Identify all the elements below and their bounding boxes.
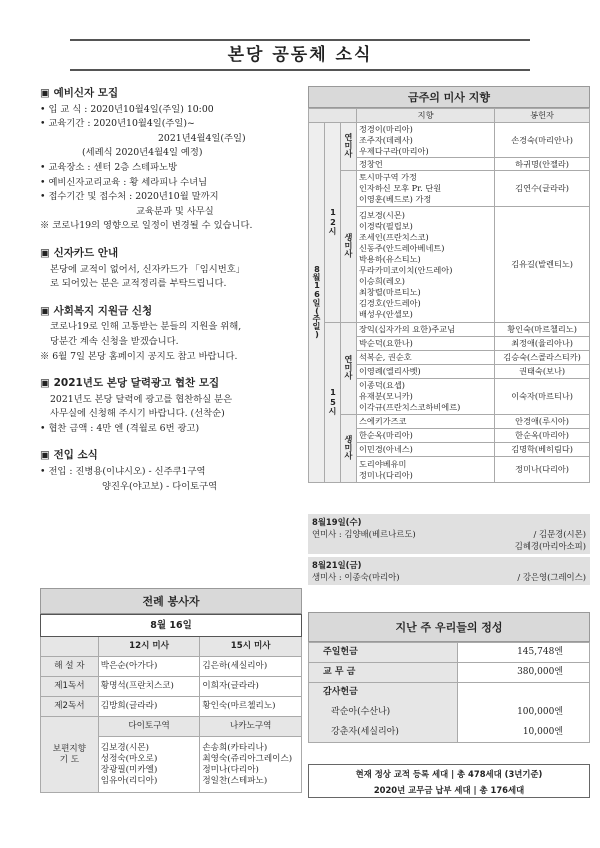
liturgy-servers-title: 전례 봉사자 (40, 588, 302, 614)
offering-amount: 10,000엔 (458, 723, 590, 743)
text-line: 코로나19로 인해 고통받는 분들의 지원을 위해, (50, 321, 242, 333)
section-member-card (40, 246, 302, 292)
intention-cell: 스에키가즈코 (357, 415, 495, 429)
offerer-cell: 손경숙(마리안나) (495, 123, 590, 158)
intention-cell: 한순옥(마리아) (357, 429, 495, 443)
text-line: • 접수기간 및 접수처 : 2020년10월 말까지 (40, 191, 219, 203)
text-line: • 예비신자교리교육 : 황 세라피나 수녀님 (40, 176, 208, 188)
server-name: 이희자(글라라) (200, 677, 302, 697)
offering-amount: 100,000엔 (458, 703, 590, 723)
intention-cell: 이종덕(요셉) 유재분(모니카) 이각규(프란치스코하비에르) (357, 379, 495, 415)
text-line: ※ 6월 7일 본당 홈페이지 공지도 참고 바랍니다. (40, 350, 238, 362)
text-line: • 협찬 금액 : 4만 엔 (격월로 6번 광고) (40, 422, 200, 434)
living-mass-label: 생미사 (341, 415, 357, 483)
column-header: 15시 미사 (200, 637, 302, 657)
weekday-offerer: / 김문경(시몬) (533, 529, 586, 539)
page-title: 본당 공동체 소식 (70, 39, 530, 71)
offerer-cell: 한순옥(마리아) (495, 429, 590, 443)
text-line: 본당에 교적이 없어서, 신자카드가 「임시번호」 (50, 263, 246, 275)
weekday-offerer: 김혜경(마리아소피) (514, 541, 586, 551)
intention-cell: 석복순, 권순호 (357, 351, 495, 365)
offerings (308, 612, 590, 743)
weekday-masses (308, 514, 590, 588)
liturgy-servers-table (40, 614, 302, 793)
registration-summary (308, 764, 590, 798)
intention-cell: 이영례(엘리사벳) (357, 365, 495, 379)
offerings-table (308, 642, 590, 743)
weekday-date: 8월19일(수) (312, 517, 362, 527)
section-heading: ▣ 전입 소식 (40, 449, 98, 462)
weekday-mass-block (308, 514, 590, 554)
intention-cell: 박순덕(요한나) (357, 337, 495, 351)
zone-label: 나카노구역 (200, 717, 302, 737)
offerer-cell: 김연수(글라라) (495, 171, 590, 207)
mass-intentions-title: 금주의 미사 지향 (308, 86, 590, 108)
section-calendar-ad (40, 376, 302, 436)
section-heading: ▣ 신자카드 안내 (40, 246, 119, 259)
registration-line: 현재 정상 교적 등록 세대 | 총 478세대 (3년기준) (355, 769, 543, 779)
offerer-cell: 최정애(율리아나) (495, 337, 590, 351)
liturgy-servers (40, 588, 302, 793)
text-line: 사무실에 신청해 주시기 바랍니다. (선착순) (50, 408, 225, 420)
section-catechumen (40, 86, 302, 234)
text-line: 교육분과 및 사무실 (136, 205, 214, 217)
offerer-cell: 이숙자(마르티나) (495, 379, 590, 415)
section-heading: ▣ 예비신자 모집 (40, 87, 119, 99)
weekday-intention: 생미사 : 이종숙(마리아) (312, 572, 400, 582)
offering-label: 주일헌금 (309, 643, 458, 663)
role-label: 제2독서 (41, 697, 99, 717)
offering-label: 교 무 금 (309, 663, 458, 683)
column-header: 봉헌자 (495, 109, 590, 123)
offerer-cell: 김명학(베히림다) (495, 443, 590, 457)
intention-cell: 김보경(시몬) 이경락(필립보) 조세인(프란치스코) 신동주(안드레아베네트) 박용하(유스티노) 무라카미코이치(안드레아) 이승희(레오) 최창렬(마르티노) 김경호(안드레아) 배성우(안셀모) (357, 207, 495, 323)
server-name: 황명석(프란치스코) (98, 677, 200, 697)
text-line: 2021년도 본당 달력에 광고를 협찬하실 분은 (50, 393, 233, 405)
time-label: 15시 (325, 323, 341, 483)
intention-cell: 정경이(마리아) 조주자(데레사) 우제다구라(마리아) (357, 123, 495, 158)
offerer-cell: 김유길(발렌티노) (495, 207, 590, 323)
section-heading: ▣ 사회복지 지원금 신청 (40, 304, 153, 317)
text-line: 2021년4월4일(주일) (158, 132, 246, 144)
text-line: 로 되어있는 분은 교적정리를 부탁드립니다. (50, 278, 227, 290)
offering-amount: 145,748엔 (458, 643, 590, 663)
living-mass-label: 생미사 (341, 171, 357, 323)
role-label: 보편지향 기 도 (41, 717, 99, 793)
offerer-cell: 정미나(다리아) (495, 457, 590, 483)
weekday-mass-block (308, 557, 590, 585)
offerer-cell: 김승숙(스콜라스티카) (495, 351, 590, 365)
intention-cell: 정창언 (357, 158, 495, 171)
mass-intentions-table (308, 108, 590, 483)
text-line: • 교육기간 : 2020년10월4일(주일)~ (40, 118, 195, 130)
server-name: 김방희(글라라) (98, 697, 200, 717)
memorial-mass-label: 연미사 (341, 323, 357, 415)
server-name: 김은하(세실리아) (200, 657, 302, 677)
mass-intentions (308, 86, 590, 483)
role-label: 제1독서 (41, 677, 99, 697)
text-line: • 입 교 식 : 2020년10월4일(주일) 10:00 (40, 103, 214, 115)
intention-cell: 토시마구역 가정 인자하신 모후 Pr. 단원 이영훈(베드로) 가정 (357, 171, 495, 207)
server-name: 황인숙(마르첼리노) (200, 697, 302, 717)
offerer-cell: 황인숙(마르첼리노) (495, 323, 590, 337)
left-column (40, 86, 302, 506)
weekday-date: 8월21일(금) (312, 560, 362, 570)
registration-line: 2020년 교무금 납부 세대 | 총 176세대 (373, 785, 525, 795)
time-label: 12시 (325, 123, 341, 323)
offering-amount: 380,000엔 (458, 663, 590, 683)
weekday-intention: 연미사 : 김양배(베르나르도) (312, 529, 416, 539)
intention-cell: 장익(십자가의 요한)주교님 (357, 323, 495, 337)
section-heading: ▣ 2021년도 본당 달력광고 협찬 모집 (40, 377, 220, 390)
offerer-cell: 하귀명(안젤라) (495, 158, 590, 171)
column-header: 12시 미사 (98, 637, 200, 657)
intention-cell: 도리야베유미 정미나(다리아) (357, 457, 495, 483)
offerings-title: 지난 주 우리들의 정성 (308, 612, 590, 642)
date-label: 8월16일(주일) (309, 123, 325, 483)
offerer-cell: 안경애(루시아) (495, 415, 590, 429)
text-line: 양진우(야고보) - 다이토구역 (102, 480, 218, 492)
role-label: 해 설 자 (41, 657, 99, 677)
zone-label: 다이토구역 (98, 717, 200, 737)
text-line: ※ 코로나19의 영향으로 일정이 변경될 수 있습니다. (40, 220, 253, 232)
text-line: (세례식 2020년4월4일 예정) (82, 147, 203, 159)
offering-label: 감사헌금 (309, 683, 458, 703)
server-name: 손송희(카타리나) 최영숙(쥬리아그레이스) 정미나(다리아) 정일찬(스테파노) (200, 737, 302, 793)
donor-name: 곽순아(수산나) (309, 703, 458, 723)
weekday-offerer: / 강은영(그레이스) (517, 572, 586, 582)
server-name: 김보경(시몬) 성정숙(마오로) 장광필(미카엘) 임유아(리디아) (98, 737, 200, 793)
server-name: 박은순(아가다) (98, 657, 200, 677)
text-line: • 교육장소 : 센터 2층 스테파노방 (40, 161, 178, 173)
donor-name: 강춘자(세실리아) (309, 723, 458, 743)
section-transfer (40, 448, 302, 494)
text-line: 당분간 계속 신청을 받겠습니다. (50, 335, 179, 347)
servers-date: 8월 16일 (41, 615, 302, 637)
memorial-mass-label: 연미사 (341, 123, 357, 171)
column-header: 지향 (357, 109, 495, 123)
intention-cell: 이민경(아네스) (357, 443, 495, 457)
offerer-cell: 권태숙(보나) (495, 365, 590, 379)
section-welfare (40, 304, 302, 364)
text-line: • 전입 : 진병용(이냐시오) - 신주쿠1구역 (40, 466, 206, 478)
